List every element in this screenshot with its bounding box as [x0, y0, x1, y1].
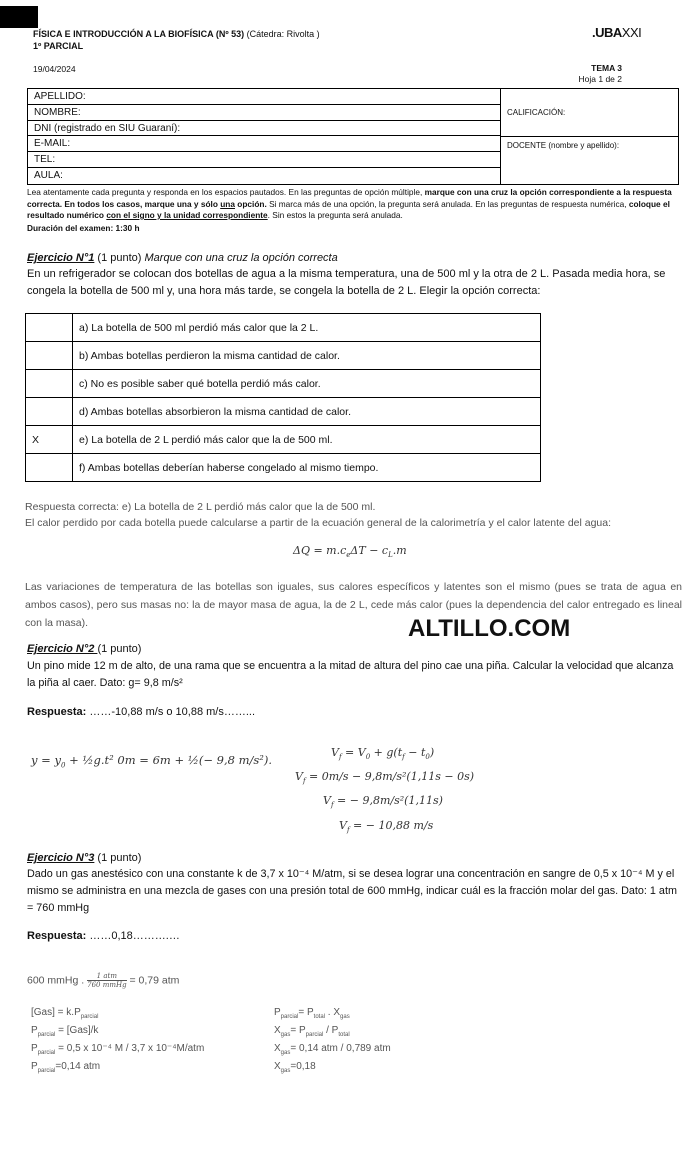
ej3-title: Ejercicio N°3 (1 punto): [27, 852, 142, 864]
ej2-statement: Un pino mide 12 m de alto, de una rama que se encuentra a la mitad de altura del pino cae una piña. Calcular la velocidad que alcanza la piña al caer. Dato: g= 9,8 m/s²: [27, 660, 674, 689]
option-mark[interactable]: [26, 370, 73, 398]
course-title: FÍSICA E INTRODUCCIÓN A LA BIOFÍSICA (Nº 53) (Cátedra: Rivolta ): [33, 29, 320, 39]
student-fields: [28, 89, 501, 184]
page-indicator: Hoja 1 de 2: [578, 74, 622, 84]
option-row[interactable]: [26, 454, 541, 482]
option-row[interactable]: [26, 342, 541, 370]
option-text: c) No es posible saber qué botella perdió más calor.: [73, 370, 541, 398]
option-row[interactable]: [26, 370, 541, 398]
instructions: Lea atentamente cada pregunta y responda en los espacios pautados. En las preguntas de opción múltiple, marque con una cruz la opción correspondiente a la respuesta correcta. En todos los casos, marque una y sólo una opción. Si marca más de una opción, la pregunta será anulada. En las preguntas de respuesta numérica, coloque el resultado numérico con el signo y la unidad correspondiente. Sin estos la pregunta será anulada.: [27, 187, 672, 220]
ej3-work-right: $P_{parcial}= P_{total}$ . $X_{gas}$ $X_{gas}= P_{parcial} / P_{total}$ $X_{gas}= 0,14$ atm / 0,789 atm $X_{gas}=0,18$: [274, 1007, 391, 1074]
ej2-equation-left: $y = y_0$ + ½g.t² 0m = 6m + ½(− 9,8 m/s²).: [31, 753, 273, 770]
docente-field: DOCENTE (nombre y apellido):: [507, 141, 620, 150]
exam-duration: Duración del examen: 1:30 h: [27, 223, 140, 233]
redaction-block: [0, 6, 38, 28]
exam-date: 19/04/2024: [33, 64, 76, 74]
option-row[interactable]: [26, 314, 541, 342]
option-row[interactable]: [26, 398, 541, 426]
ej2-title: Ejercicio N°2 (1 punto): [27, 643, 142, 655]
ej1-explanation: El calor perdido por cada botella puede calcularse a partir de la ecuación general de la calorimetría y el calor latente del agua:: [25, 517, 612, 529]
field-tel[interactable]: TEL:: [28, 152, 500, 168]
tema-label: TEMA 3: [591, 63, 622, 73]
exam-subtitle: 1º PARCIAL: [33, 41, 84, 51]
ej1-answer: Respuesta correcta: e) La botella de 2 L perdió más calor que la de 500 ml.: [25, 501, 376, 513]
ej2-response: Respuesta: ……-10,88 m/s o 10,88 m/s……...: [27, 706, 256, 718]
option-mark[interactable]: [26, 398, 73, 426]
option-mark[interactable]: [26, 314, 73, 342]
option-text: e) La botella de 2 L perdió más calor que la de 500 ml.: [73, 426, 541, 454]
option-text: b) Ambas botellas perdieron la misma cantidad de calor.: [73, 342, 541, 370]
ej1-statement: En un refrigerador se colocan dos botellas de agua a la misma temperatura, una de 500 ml y la otra de 2 L. Pasada media hora, se congela la botella de 500 ml y, una hora más tarde, se congela la botella de 2 L. Elegir la opción correcta:: [27, 268, 666, 297]
option-mark[interactable]: [26, 342, 73, 370]
watermark: ALTILLO.COM: [408, 615, 571, 642]
calorimetry-formula: $\Delta Q = m.c_e\Delta T - c_L.m$: [293, 544, 407, 560]
ej1-options-table: [25, 313, 541, 482]
ej3-statement: Dado un gas anestésico con una constante k de 3,7 x 10⁻⁴ M/atm, si se desea lograr una concentración en sangre de 0,5 x 10⁻⁴ M y el mismo se administra en una mezcla de gases con una presión total de 600 mmHg, indicar cuál es la fracción molar del gas. Dato: 1 atm = 760 mmHg: [27, 868, 677, 914]
student-id-table: [27, 88, 679, 185]
ej3-work-left: $[Gas] = k.P_{parcial}$ $P_{parcial} = [Gas]/k$ $P_{parcial} = 0,5$ x 10⁻⁴ M / 3,7 x 10⁻⁴M/atm $P_{parcial}=0,14$ atm: [31, 1007, 205, 1074]
ej1-title: Ejercicio N°1 (1 punto) Marque con una cruz la opción correcta: [27, 252, 338, 264]
field-email[interactable]: E-MAIL:: [28, 136, 500, 152]
option-mark[interactable]: X: [26, 426, 73, 454]
option-text: a) La botella de 500 ml perdió más calor que la 2 L.: [73, 314, 541, 342]
option-text: f) Ambas botellas deberían haberse congelado al mismo tiempo.: [73, 454, 541, 482]
field-nombre[interactable]: NOMBRE:: [28, 105, 500, 121]
ej3-conversion: 600 mmHg . 1 atm 760 mmHg = 0,79 atm: [27, 972, 180, 989]
option-text: d) Ambas botellas absorbieron la misma cantidad de calor.: [73, 398, 541, 426]
grading-box: [501, 89, 678, 184]
ej1-conclusion: Las variaciones de temperatura de las botellas son iguales, sus calores específicos y latentes son el mismo (pues se trata de agua en ambos casos), pero sus masas no: la de mayor masa de agua, la de 2 L, cede más calor (pues la dependencia del calor entregado es lineal con la masa).: [25, 581, 682, 629]
calificacion-field: CALIFICACIÓN:: [501, 89, 678, 137]
ej2-equation-right: $V_f = V_0 + g(t_f - t_0)$ $V_f = 0m/s - 9,8m/s^2(1,11s - 0s)$ $V_f$ = − 9,8m/s²(1,11s) $V_f$ = − 10,88 m/s: [295, 746, 475, 834]
uba-logo: .UBAXXI: [592, 25, 642, 40]
field-aula[interactable]: AULA:: [34, 170, 63, 182]
option-mark[interactable]: [26, 454, 73, 482]
field-dni[interactable]: DNI (registrado en SIU Guaraní):: [28, 121, 500, 137]
ej3-response: Respuesta: ……0,18……….…: [27, 930, 180, 942]
field-apellido[interactable]: APELLIDO:: [28, 89, 500, 105]
option-row[interactable]: [26, 426, 541, 454]
